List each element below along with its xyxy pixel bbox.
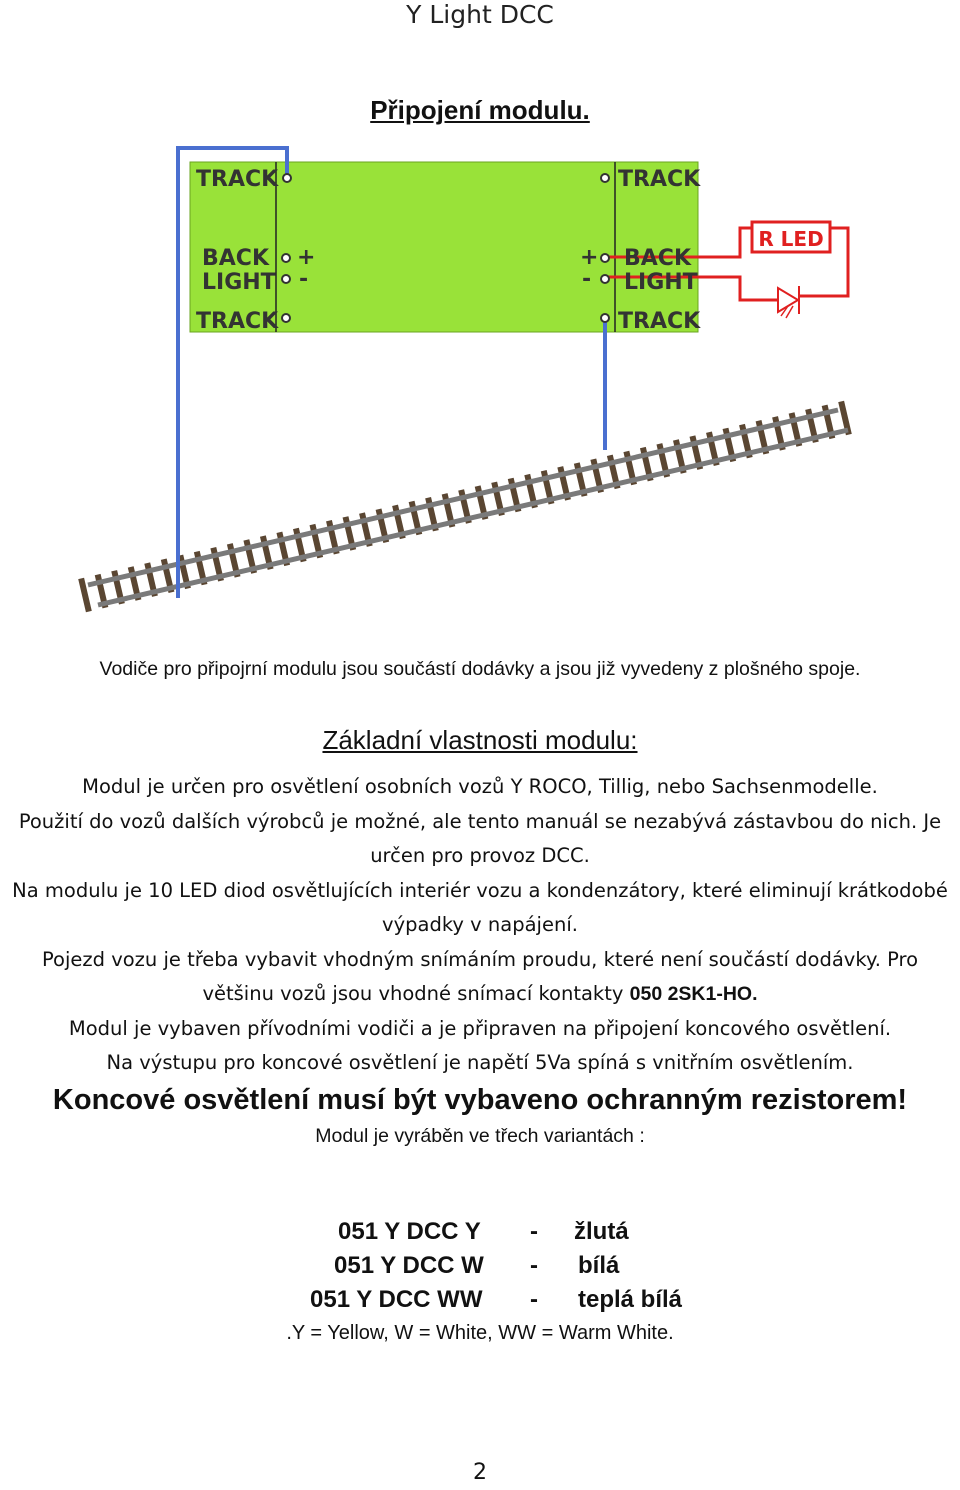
paragraph-usage: Modul je určen pro osvětlení osobních vozů Y ROCO, Tillig, nebo Sachsenmodelle. xyxy=(82,775,878,798)
page-number: 2 xyxy=(473,1460,487,1485)
properties-text xyxy=(0,770,960,1153)
label-track-bottom-right: TRACK xyxy=(618,309,701,334)
railway-track xyxy=(81,401,849,611)
r-led-label: R LED xyxy=(758,227,824,251)
paragraph-pickup xyxy=(0,943,960,1012)
label-light-right: LIGHT xyxy=(624,270,698,295)
paragraph-wires: Modul je vybaven přívodními vodiči a je připraven na připojení koncového osvětlení. xyxy=(68,1016,892,1040)
label-plus-right: + xyxy=(580,245,599,270)
section-heading-properties: Základní vlastnosti modulu: xyxy=(322,725,638,755)
variants-legend: .Y = Yellow, W = White, WW = Warm White. xyxy=(286,1322,674,1344)
paragraph-other-makers: Použití do vozů dalších výrobců je možné, ale tento manuál se nezabývá zástavbou do nich. Je určen pro provoz DCC. xyxy=(18,809,942,867)
variant-row xyxy=(290,1249,720,1283)
wires-note: Vodiče pro připojrní modulu jsou součástí dodávky a jsou již vyvedeny z plošného spoje. xyxy=(99,658,861,680)
label-track-bottom-left: TRACK xyxy=(196,309,279,334)
variant-color: teplá bílá xyxy=(578,1286,683,1313)
label-back: BACK xyxy=(202,246,269,271)
variant-separator: - xyxy=(530,1286,538,1313)
pickup-text: Pojezd vozu je třeba vybavit vhodným snímáním proudu, které není součástí dodávky. Pro většinu vozů jsou vhodné snímací kontakty xyxy=(41,947,919,1005)
variants-list xyxy=(290,1215,720,1317)
paragraph-voltage: Na výstupu pro koncové osvětlení je napětí 5Va spíná s vnitřním osvětlením. xyxy=(106,1051,854,1074)
label-minus-right: - xyxy=(582,267,592,292)
warning-resistor: Koncové osvětlení musí být vybaveno ochranným rezistorem! xyxy=(52,1083,908,1116)
led-diode-icon xyxy=(778,286,799,318)
label-plus-left: + xyxy=(297,245,316,270)
document-header: Y Light DCC xyxy=(406,0,554,29)
variant-code: 051 Y DCC WW xyxy=(310,1286,483,1313)
pickup-part-number: 050 2SK1-HO. xyxy=(629,983,758,1005)
variant-code: 051 Y DCC W xyxy=(334,1252,484,1279)
variant-separator: - xyxy=(530,1218,538,1245)
label-minus-left: - xyxy=(299,267,309,292)
variant-row xyxy=(290,1215,720,1249)
label-track-top-left: TRACK xyxy=(196,167,279,192)
wiring-diagram xyxy=(0,130,960,640)
variant-color: bílá xyxy=(578,1252,620,1279)
variant-separator: - xyxy=(530,1252,538,1279)
paragraph-led: Na modulu je 10 LED diod osvětlujících interiér vozu a kondenzátory, které eliminují krátkodobé výpadky v napájení. xyxy=(12,878,948,936)
variant-code: 051 Y DCC Y xyxy=(338,1218,481,1245)
variant-row xyxy=(290,1283,720,1317)
label-back-right: BACK xyxy=(624,246,691,271)
variant-color: žlutá xyxy=(574,1218,629,1245)
section-heading-connection: Připojení modulu. xyxy=(370,95,590,125)
paragraph-variants-intro: Modul je vyráběn ve třech variantách : xyxy=(315,1124,645,1147)
label-light: LIGHT xyxy=(202,270,276,295)
label-track-top-right: TRACK xyxy=(618,167,701,192)
